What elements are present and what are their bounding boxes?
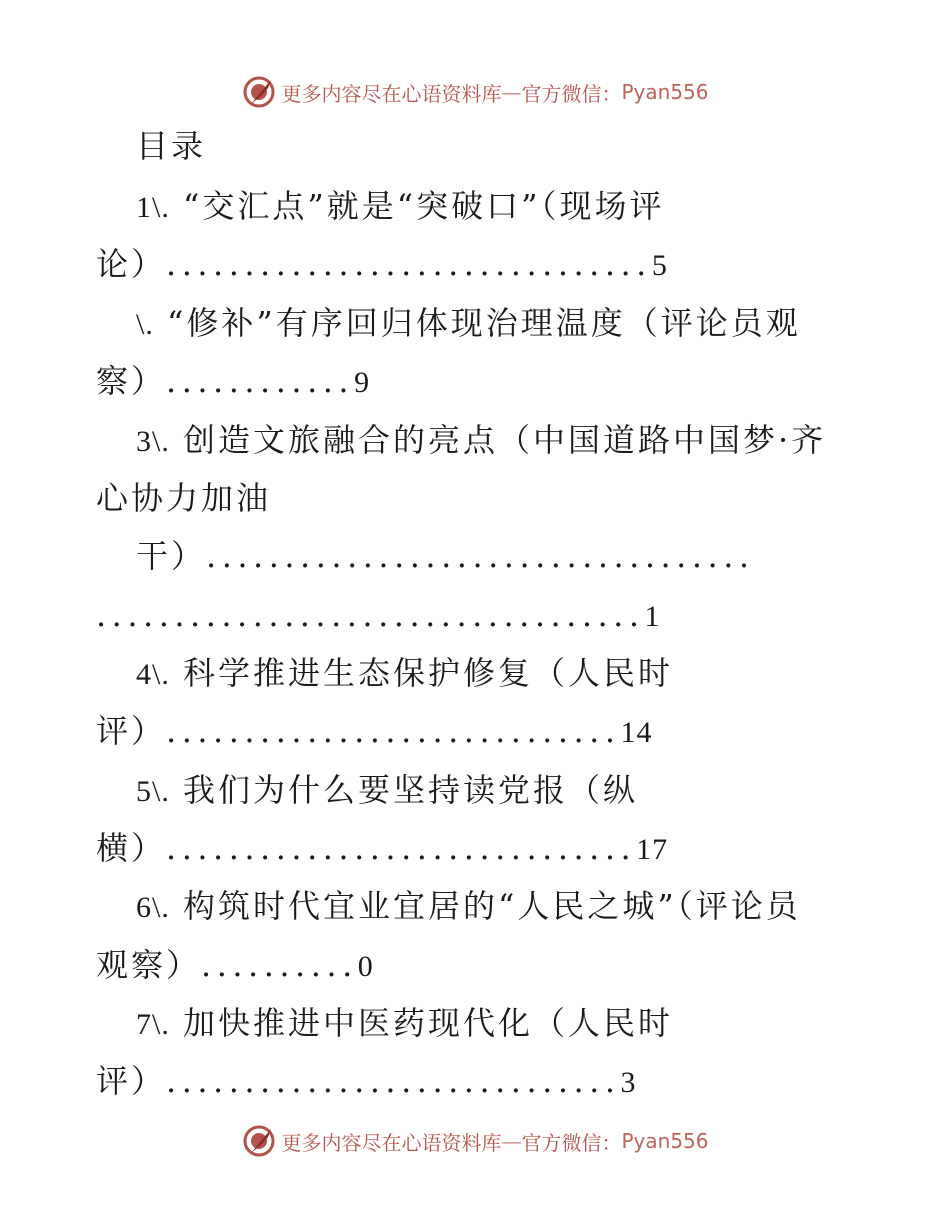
toc-entry-7-title[interactable]: [136, 1003, 673, 1045]
toc-leader-dots: .............................: [166, 712, 621, 750]
toc-page-number: 0: [357, 950, 374, 983]
watermark-brand: 更多内容尽在心语资料库: [281, 81, 502, 106]
toc-entry-3-leader-line[interactable]: [96, 595, 661, 637]
toc-entry-number: 7\.: [136, 1008, 170, 1041]
toc-entry-title-suffix: 观察）: [96, 946, 202, 984]
toc-leader-dots: ..............................: [166, 829, 637, 867]
toc-entry-3-continuation[interactable]: [136, 536, 755, 576]
toc-entry-title: 创造文旅融合的亮点（中国道路中国梦·齐: [183, 421, 827, 459]
toc-entry-title-suffix: 横）: [96, 829, 167, 867]
watermark-wechat-id: Pyan556: [621, 80, 709, 104]
toc-entry-title-suffix: 干）: [136, 537, 207, 575]
quill-logo-icon: [241, 1123, 277, 1159]
watermark-brand: 更多内容尽在心语资料库: [281, 1130, 502, 1155]
toc-leader-dots: ...............................: [166, 245, 652, 283]
toc-entry-3-title[interactable]: [136, 420, 826, 462]
toc-entry-number: 5\.: [136, 775, 170, 808]
toc-entry-title: 科学推进生态保护修复（人民时: [183, 654, 674, 692]
toc-entry-4-title[interactable]: [136, 653, 673, 695]
toc-entry-1-continuation[interactable]: [96, 244, 668, 286]
toc-entry-5-continuation[interactable]: [96, 828, 668, 870]
toc-entry-6-title[interactable]: [136, 886, 801, 928]
toc-entry-title-suffix: 论）: [96, 245, 167, 283]
toc-page-number: 9: [354, 366, 371, 399]
toc-entry-number: 1\.: [136, 191, 170, 224]
watermark-separator: —: [501, 1129, 522, 1153]
toc-entry-7-continuation[interactable]: [96, 1061, 637, 1103]
toc-entry-2-title[interactable]: [136, 303, 801, 345]
toc-entry-title-suffix: 评）: [96, 1062, 167, 1100]
toc-entry-4-continuation[interactable]: [96, 711, 653, 753]
toc-entry-title-suffix: 察）: [96, 362, 167, 400]
watermark-wechat-id: Pyan556: [621, 1129, 709, 1153]
toc-entry-3-title-line2[interactable]: 心协力加油: [96, 479, 272, 517]
toc-page-number: 14: [620, 716, 653, 749]
toc-page-number: 3: [620, 1066, 637, 1099]
watermark-wechat-label: 官方微信：: [521, 81, 622, 106]
toc-entry-title: 加快推进中医药现代化（人民时: [183, 1004, 674, 1042]
toc-entry-1-title[interactable]: [136, 186, 664, 228]
toc-entry-title: “交汇点”就是“突破口”（现场评: [183, 187, 665, 225]
toc-entry-number: 6\.: [136, 891, 170, 924]
toc-leader-dots: ...................................: [96, 596, 645, 634]
toc-entry-6-continuation[interactable]: [96, 945, 374, 987]
toc-leader-dots: .............................: [166, 1062, 621, 1100]
toc-heading: 目录: [136, 127, 207, 165]
toc-entry-number: 4\.: [136, 658, 170, 691]
toc-page-number: 5: [651, 249, 668, 282]
toc-leader-dots: ..........: [201, 946, 358, 984]
toc-page-number: 17: [636, 833, 669, 866]
toc-entry-title: 我们为什么要坚持读党报（纵: [183, 771, 639, 809]
toc-page-number: 1: [644, 600, 661, 633]
watermark-wechat-label: 官方微信：: [521, 1130, 622, 1155]
toc-entry-title: “修补”有序回归体现治理温度（评论员观: [167, 304, 801, 342]
toc-entry-5-title[interactable]: [136, 770, 638, 812]
toc-leader-dots: ............: [166, 362, 355, 400]
toc-entry-title: 构筑时代宜业宜居的“人民之城”（评论员: [183, 887, 801, 925]
toc-entry-title-suffix: 评）: [96, 712, 167, 750]
footer-watermark: [0, 1121, 950, 1161]
toc-entry-number: \.: [136, 308, 154, 341]
toc-leader-dots: ...................................: [206, 537, 755, 575]
toc-entry-2-continuation[interactable]: [96, 361, 370, 403]
toc-entry-number: 3\.: [136, 425, 170, 458]
watermark-separator: —: [501, 80, 522, 104]
